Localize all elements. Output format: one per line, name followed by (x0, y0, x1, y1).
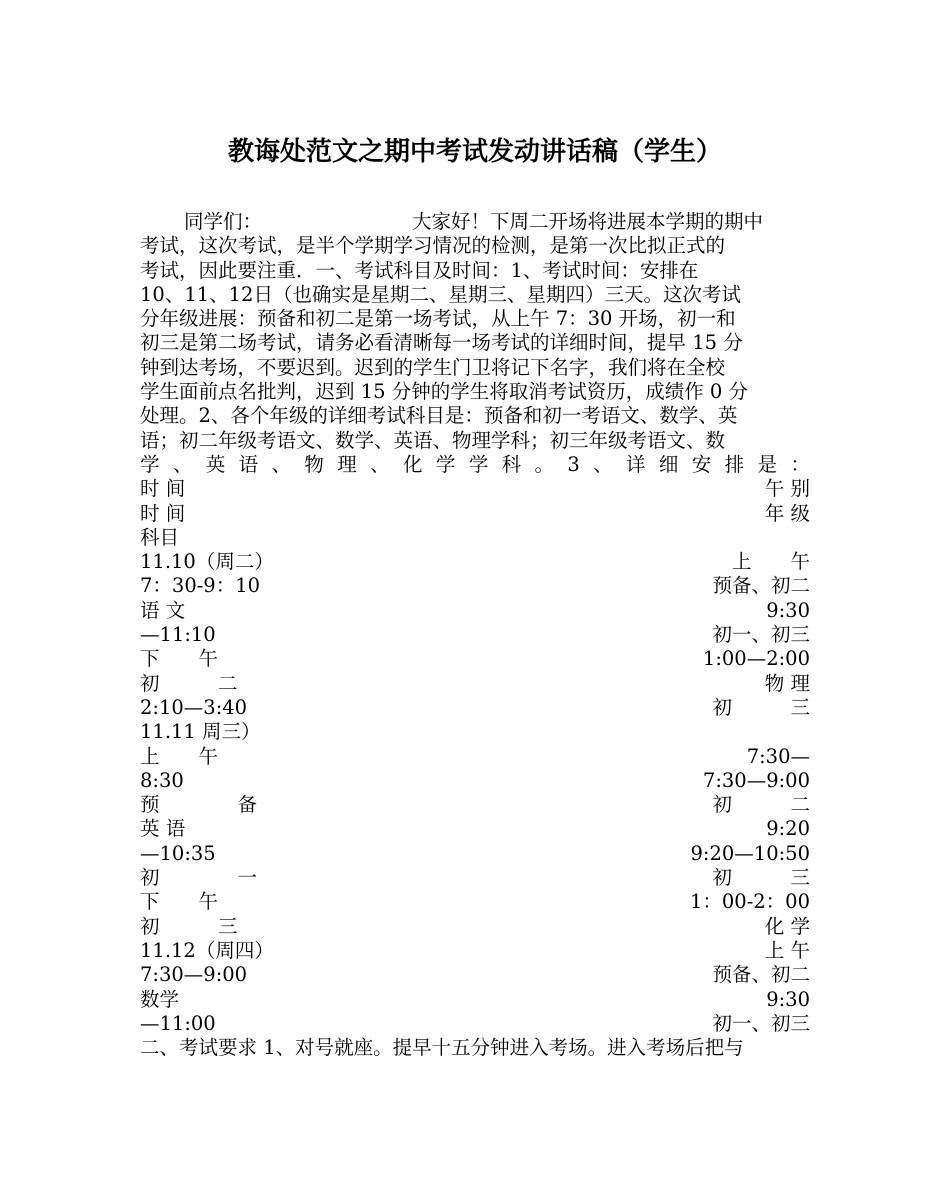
schedule-cell-right: 9:20 (766, 817, 810, 841)
schedule-cell-left: 数学 (140, 987, 180, 1011)
schedule-row (140, 526, 810, 550)
paragraph-line: 初三是第二场考试，请务必看清晰每一场考试的详细时间，提早 15 分 (140, 331, 743, 355)
schedule-cell-right: 1:00—2:00 (702, 647, 810, 671)
justified-char: 化 (403, 452, 423, 476)
schedule-row (140, 502, 810, 526)
schedule-cell-right: 初一、初三 (712, 623, 810, 647)
schedule-cell-right: 7:30—9:00 (702, 768, 810, 792)
justified-char: ： (790, 452, 810, 476)
schedule-cell-right: 初一、初三 (712, 1011, 810, 1035)
justified-char: 细 (658, 452, 679, 476)
schedule-cell-left: 英 语 (140, 817, 186, 841)
justified-char: 、 (172, 452, 193, 476)
schedule-cell-left: 预 备 (140, 793, 258, 817)
schedule-cell-left: —11:00 (140, 1011, 216, 1035)
paragraph-line: 考试，因此要注重．一、考试科目及时间：1、考试时间：安排在 (140, 258, 699, 282)
schedule-row (140, 672, 810, 696)
schedule-row (140, 842, 810, 866)
schedule-cell-left: 11.12（周四） (140, 938, 274, 962)
schedule-cell-right: 午 别 (764, 477, 810, 501)
paragraph-line: 分年级进展：预备和初二是第一场考试，从上午 7：30 开场，初一和 (140, 307, 736, 331)
schedule-cell-left: 上 午 (140, 744, 219, 768)
schedule-cell-left: 时 间 (140, 477, 186, 501)
schedule-row (140, 939, 810, 963)
schedule-cell-right: 7:30— (746, 744, 810, 768)
greeting-continuation: 大家好！下周二开场将进展本学期的期中 (412, 210, 764, 233)
schedule-cell-right: 上 午 (731, 550, 810, 574)
schedule-cell-left: 初 二 (140, 671, 238, 695)
justified-char: 、 (370, 452, 390, 476)
schedule-cell-right: 初 二 (712, 793, 810, 817)
justified-char: 安 (691, 452, 712, 476)
justified-char: 英 (205, 452, 226, 476)
schedule-row (140, 550, 810, 574)
justified-char: 学 (468, 452, 489, 476)
schedule-cell-right: 初 三 (712, 866, 810, 890)
schedule-row (140, 866, 810, 890)
justified-char: 学 (435, 452, 456, 476)
schedule-cell-right: 9:30 (766, 598, 810, 622)
paragraph-line: 10、11、12日（也确实是星期二、星期三、星期四）三天。这次考试 (140, 282, 741, 306)
justified-char: 学 (140, 452, 160, 476)
justified-char: 。 (534, 452, 555, 476)
schedule-cell-right: 年 级 (764, 501, 810, 525)
schedule-cell-left: 2:10—3:40 (140, 695, 248, 719)
justified-char: 科 (501, 452, 522, 476)
schedule-cell-left: 下 午 (140, 890, 219, 914)
schedule-cell-left: 科目 (140, 525, 180, 549)
schedule-row (140, 988, 810, 1012)
schedule-row (140, 599, 810, 623)
greeting-line (140, 210, 810, 234)
document-title: 教诲处范文之期中考试发动讲话稿（学生） (227, 137, 722, 167)
justified-char: 详 (626, 452, 646, 476)
justified-char: 理 (337, 452, 357, 476)
justified-char: 排 (724, 452, 745, 476)
schedule-cell-right: 物 理 (764, 671, 810, 695)
paragraph-line: 处理。2、各个年级的详细考试科目是：预备和初一考语文、数学、英 (140, 404, 738, 428)
schedule-cell-left: 下 午 (140, 647, 219, 671)
justified-char: 、 (593, 452, 613, 476)
schedule-cell-right: 上 午 (764, 938, 810, 962)
justified-char: 、 (271, 452, 292, 476)
schedule-cell-left: 初 一 (140, 866, 258, 890)
schedule-cell-right: 9:30 (766, 987, 810, 1011)
schedule-cell-left: 初 三 (140, 914, 238, 938)
schedule-row (140, 647, 810, 671)
schedule-cell-left: 语 文 (140, 598, 186, 622)
schedule-cell-right: 预备、初二 (712, 574, 810, 598)
schedule-cell-left: 8:30 (140, 768, 184, 792)
justified-line (140, 453, 810, 477)
justified-char: 是 (757, 452, 778, 476)
schedule-row (140, 1012, 810, 1036)
schedule-row (140, 890, 810, 914)
paragraph-line: 二、考试要求 1、对号就座。提早十五分钟进入考场。进入考场后把与 (140, 1036, 744, 1060)
schedule-row (140, 915, 810, 939)
schedule-cell-right: 1：00-2：00 (689, 890, 810, 914)
schedule-row (140, 574, 810, 598)
justified-char: 语 (238, 452, 259, 476)
schedule-row (140, 745, 810, 769)
schedule-cell-right: 9:20—10:50 (690, 841, 810, 865)
schedule-cell-left: 7:30—9:00 (140, 963, 248, 987)
schedule-cell-left: —11:10 (140, 623, 216, 647)
justified-char: 3 (567, 452, 580, 476)
schedule-row (140, 720, 810, 744)
schedule-row (140, 623, 810, 647)
document-body (140, 210, 810, 1060)
schedule-cell-right: 化 学 (764, 914, 810, 938)
schedule-cell-left: 7：30-9：10 (140, 574, 261, 598)
paragraph-line: 钟到达考场，不要迟到。迟到的学生门卫将记下名字，我们将在全校 (140, 355, 726, 379)
schedule-row (140, 477, 810, 501)
schedule-cell-right: 预备、初二 (712, 963, 810, 987)
paragraph-line: 语；初二年级考语文、数学、英语、物理学科；初三年级考语文、数 (140, 428, 726, 452)
schedule-row (140, 696, 810, 720)
schedule-row (140, 793, 810, 817)
paragraph-line: 考试，这次考试，是半个学期学习情况的检测，是第一次比拟正式的 (140, 234, 726, 258)
schedule-cell-right: 初 三 (712, 695, 810, 719)
schedule-cell-left: 时 间 (140, 501, 186, 525)
justified-char: 物 (304, 452, 324, 476)
greeting-text: 同学们： (184, 210, 263, 233)
paragraph-line: 学生面前点名批判，迟到 15 分钟的学生将取消考试资历，成绩作 0 分 (140, 380, 749, 404)
schedule-cell-left: —10:35 (140, 841, 216, 865)
schedule-row (140, 963, 810, 987)
schedule-cell-left: 11.10（周二） (140, 550, 274, 574)
schedule-block (140, 477, 810, 1036)
schedule-row (140, 817, 810, 841)
schedule-row (140, 769, 810, 793)
schedule-cell-left: 11.11 周三） (140, 720, 261, 744)
